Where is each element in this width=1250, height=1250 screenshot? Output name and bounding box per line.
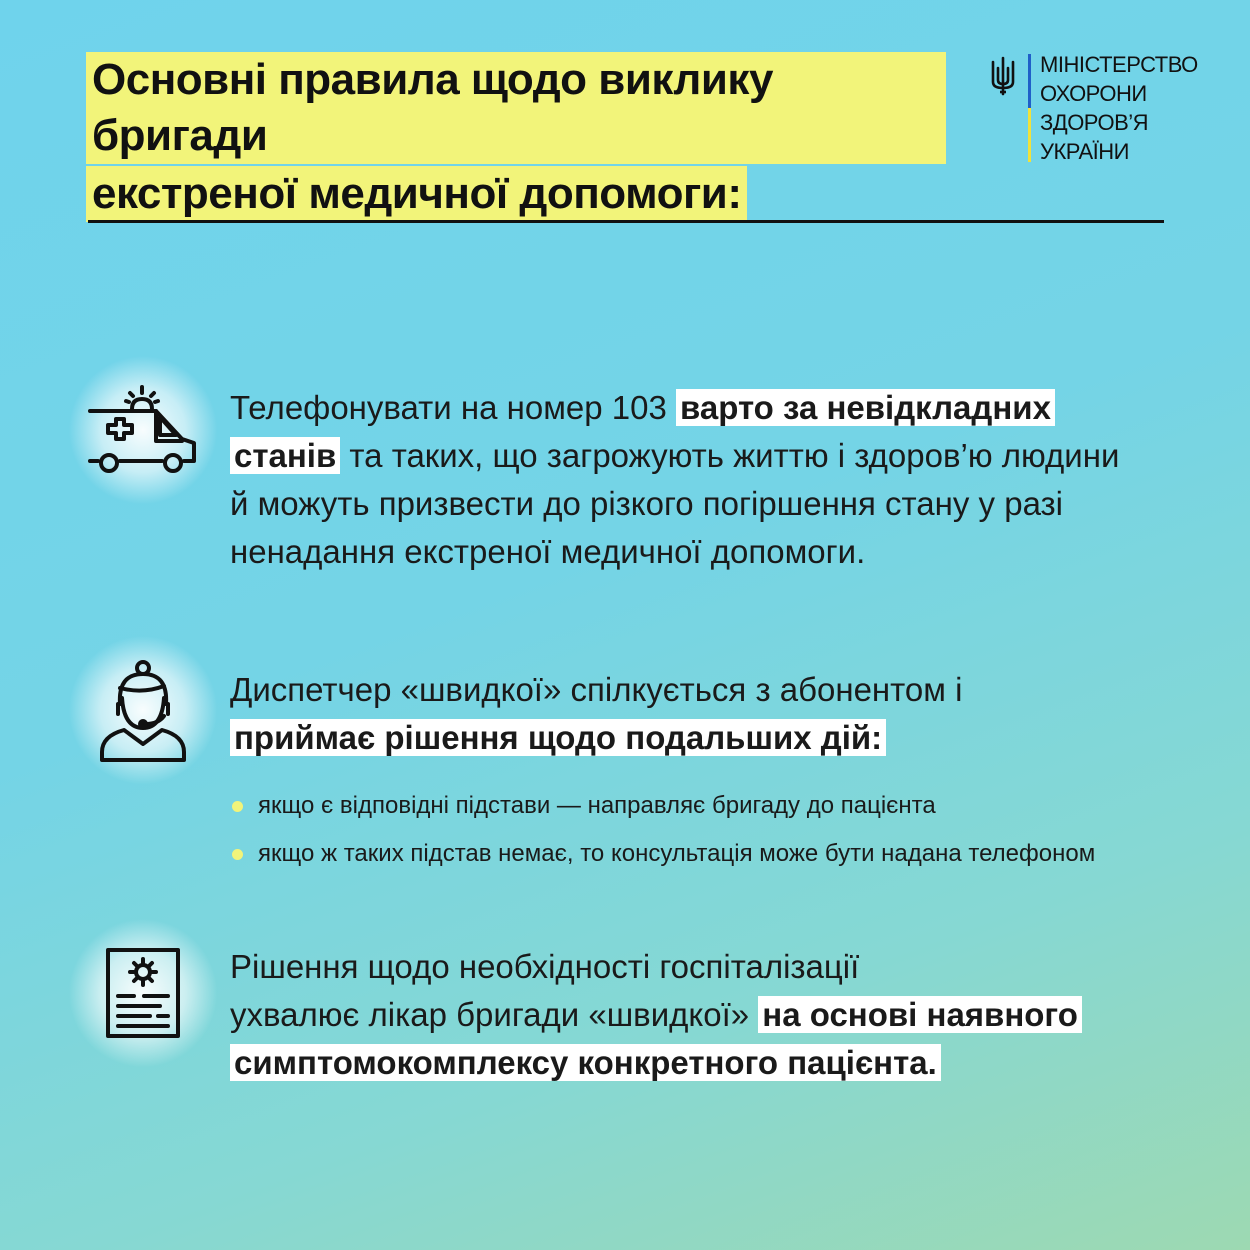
dispatcher-icon-wrap	[68, 635, 218, 785]
section1-highlight-1: варто за невідкладних	[676, 389, 1055, 426]
logo-text	[1040, 50, 1198, 166]
ministry-logo	[988, 50, 1198, 165]
section1-text-before: Телефонувати на номер 103	[230, 389, 677, 426]
bullet-item: якщо ж таких підстав немає, то консультація може бути надана телефоном	[230, 830, 1095, 878]
section1-text	[230, 384, 1130, 576]
section3-highlight-1: на основі наявного	[758, 996, 1082, 1033]
bullet-item: якщо є відповідні підстави — направляє бригаду до пацієнта	[230, 782, 1095, 830]
logo-line-4: УКРАЇНИ	[1040, 139, 1129, 164]
section2-text	[230, 666, 1190, 762]
section2-line-1: Диспетчер «швидкої» спілкується з абонентом і	[230, 671, 963, 708]
dispatcher-headset-icon	[98, 658, 188, 762]
document-icon-wrap	[68, 918, 218, 1068]
trident-icon	[988, 56, 1018, 96]
section3-text	[230, 943, 1190, 1087]
logo-line-1: МІНІСТЕРСТВО	[1040, 52, 1198, 77]
section3-line-1: Рішення щодо необхідності госпіталізації	[230, 948, 860, 985]
section2-bullets	[230, 782, 1095, 878]
divider	[88, 220, 1164, 223]
section3-line-2: ухвалює лікар бригади «швидкої»	[230, 996, 759, 1033]
page-title	[86, 52, 946, 224]
logo-line-2: ОХОРОНИ	[1040, 81, 1147, 106]
section2-highlight: приймає рішення щодо подальших дій:	[230, 719, 886, 756]
logo-flag-bar	[1028, 54, 1031, 162]
medical-document-icon	[104, 946, 182, 1040]
section3-highlight-2: симптомокомплексу конкретного пацієнта.	[230, 1044, 941, 1081]
section1-text-after: та таких, що загрожують життю і здоров’ю людини й можуть призвести до різкого погіршення стану у разі ненадання екстреної медичної допомоги.	[230, 437, 1120, 570]
title-line-1: Основні правила щодо виклику бригади	[86, 52, 946, 164]
ambulance-icon	[86, 385, 200, 475]
logo-line-3: ЗДОРОВ’Я	[1040, 110, 1149, 135]
ambulance-icon-wrap	[68, 355, 218, 505]
section1-highlight-2: станів	[230, 437, 340, 474]
title-line-2: екстреної медичної допомоги:	[86, 166, 747, 222]
